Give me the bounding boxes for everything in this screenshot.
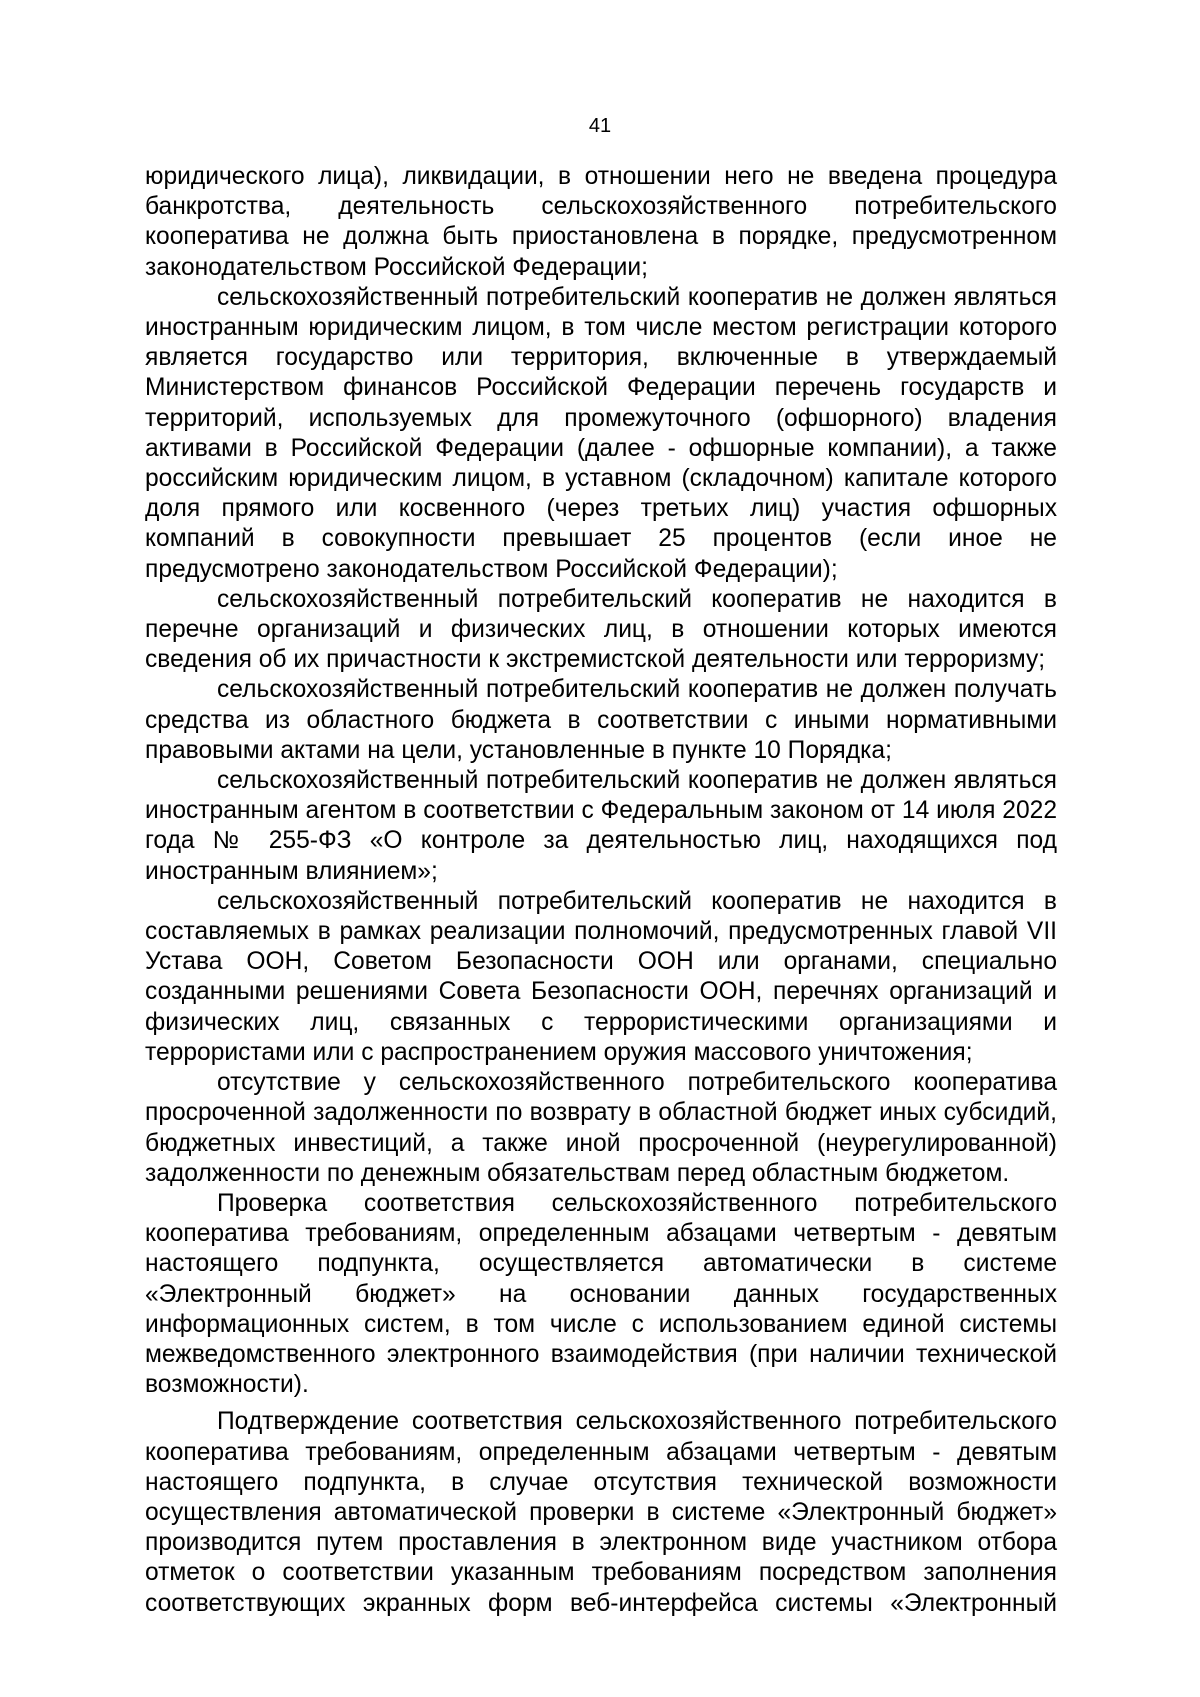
paragraph-extremism-list: сельскохозяйственный потребительский кооператив не находится в перечне организаций и физических лиц, в отношении которых имеются сведения об их причастности к экстремистской деятельности или терроризму;: [145, 585, 1057, 674]
paragraph-no-overdue-debt: отсутствие у сельскохозяйственного потребительского кооператива просроченной задолженности по возврату в областной бюджет иных субсидий, бюджетных инвестиций, а также иной просроченной (неурегулированной) задолженности по денежным обязательствам перед областным бюджетом.: [145, 1069, 1057, 1187]
paragraph-not-foreign-entity: сельскохозяйственный потребительский кооператив не должен являться иностранным юридическим лицом, в том числе местом регистрации которого является государство или территория, включенные в утверждаемый Министерством финансов Российской Федерации перечень государств и территорий, используемых для промежуточного (офшорного) владения активами в Российской Федерации (далее - офшорные компании), а также российским юридическим лицом, в уставном (складочном) капитале которого доля прямого или косвенного (через третьих лиц) участия офшорных компаний в совокупности превышает 25 процентов (если иное не предусмотрено законодательством Российской Федерации);: [145, 283, 1057, 583]
paragraph-automatic-check: Проверка соответствия сельскохозяйственного потребительского кооператива требованиям, определенным абзацами четвертым - девятым настоящего подпункта, осуществляется автоматически в системе «Электронный бюджет» на основании данных государственных информационных систем, в том числе с использованием единой системы межведомственного электронного взаимодействия (при наличии технической возможности).: [145, 1189, 1057, 1399]
paragraph-continuation: юридического лица), ликвидации, в отношении него не введена процедура банкротства, деятельность сельскохозяйственного потребительского кооператива не должна быть приостановлена в порядке, предусмотренном законодательством Российской Федерации;: [145, 163, 1057, 281]
paragraph-manual-confirmation: Подтверждение соответствия сельскохозяйственного потребительского кооператива требованиям, определенным абзацами четвертым - девятым настоящего подпункта, в случае отсутствия технической возможности осуществления автоматической проверки в системе «Электронный бюджет» производится путем проставления в электронном виде участником отбора отметок о соответствии указанным требованиям посредством заполнения соответствующих экранных форм веб-интерфейса системы «Электронный: [145, 1408, 1057, 1617]
paragraph-foreign-agent: сельскохозяйственный потребительский кооператив не должен являться иностранным агентом в соответствии с Федеральным законом от 14 июля 2022 года № 255-ФЗ «О контроле за деятельностью лиц, находящихся под иностранным влиянием»;: [145, 767, 1057, 885]
page-number: 41: [588, 115, 612, 137]
paragraph-un-lists: сельскохозяйственный потребительский кооператив не находится в составляемых в рамках реализации полномочий, предусмотренных главой VII Устава ООН, Советом Безопасности ООН или органами, специально созданными решениями Совета Безопасности ООН, перечнях организаций и физических лиц, связанных с террористическими организациями и террористами или с распространением оружия массового уничтожения;: [145, 887, 1057, 1066]
paragraph-no-other-funds: сельскохозяйственный потребительский кооператив не должен получать средства из областного бюджета в соответствии с иными нормативными правовыми актами на цели, установленные в пункте 10 Порядка;: [145, 676, 1057, 764]
document-body: [145, 162, 1057, 1619]
